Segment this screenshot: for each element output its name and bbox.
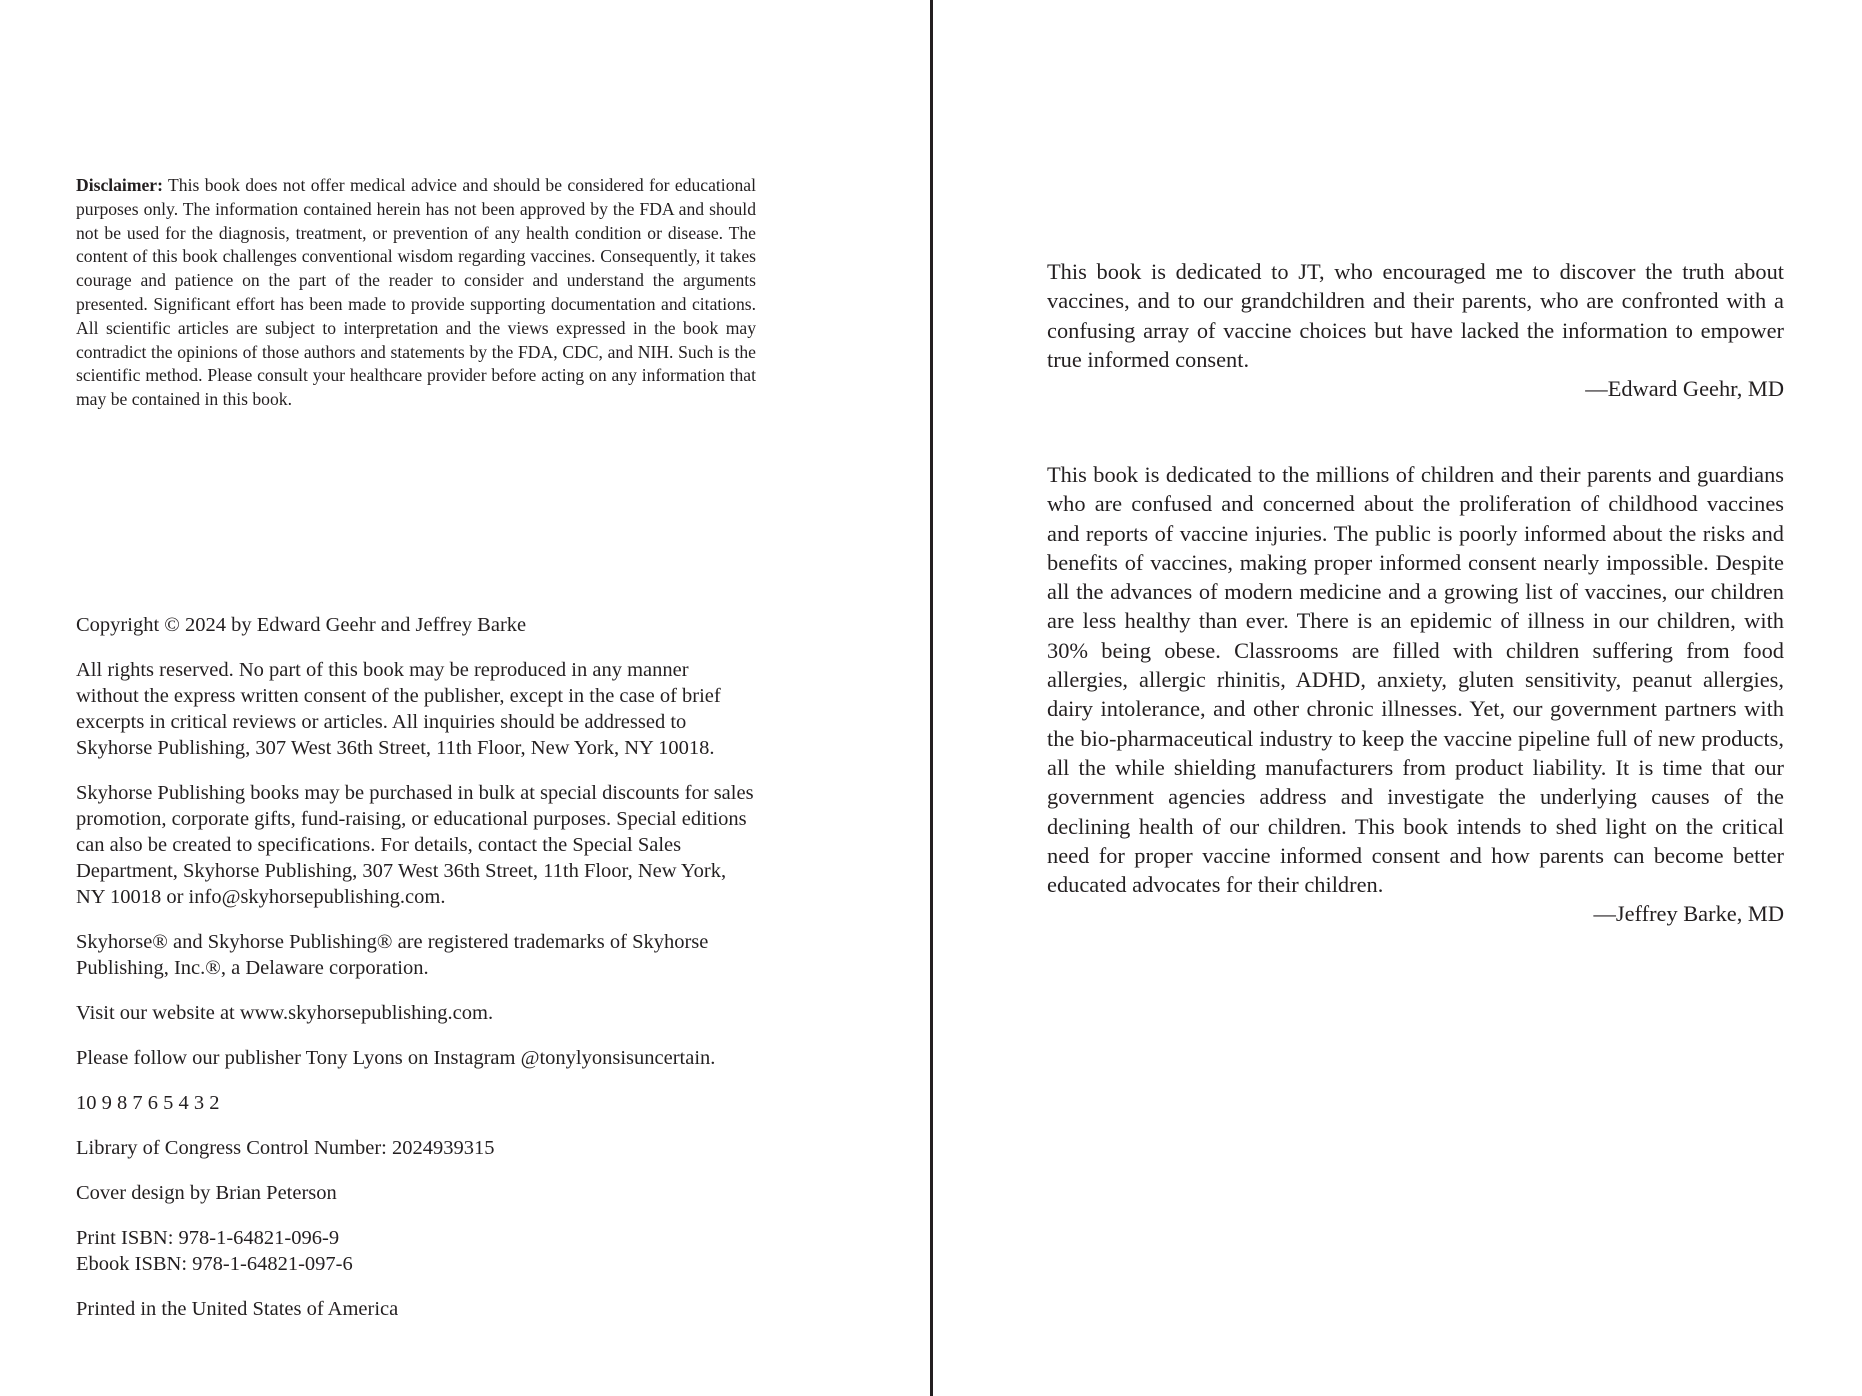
website-line: Visit our website at www.skyhorsepublishing.com. <box>76 1002 494 1024</box>
printed-in-line: Printed in the United States of America <box>76 1298 399 1320</box>
copyright-line: Copyright © 2024 by Edward Geehr and Jeffrey Barke <box>76 614 527 636</box>
copyright-block <box>76 612 756 1341</box>
printing-line: 10 9 8 7 6 5 4 3 2 <box>76 1092 220 1114</box>
dedication-barke <box>1047 460 1784 929</box>
dedication-text: This book is dedicated to JT, who encouraged me to discover the truth about vaccines, and to our grandchildren and their parents, who are confronted with a confusing array of vaccine choices but have lacked the information to empower true informed consent. <box>1047 259 1784 372</box>
loc-control-number: Library of Congress Control Number: 2024939315 <box>76 1137 495 1159</box>
bulk-sales-paragraph: Skyhorse Publishing books may be purchased in bulk at special discounts for sales promotion, corporate gifts, fund-raising, or educational purposes. Special editions can also be created to specifications. For details, contact the Special Sales Department, Skyhorse Publishing, 307 West 36th Street, 11th Floor, New York, NY 10018 or info@skyhorsepublishing.com. <box>76 782 754 908</box>
rights-reserved-paragraph: All rights reserved. No part of this book may be reproduced in any manner without the express written consent of the publisher, except in the case of brief excerpts in critical reviews or articles. All inquiries should be addressed to Skyhorse Publishing, 307 West 36th Street, 11th Floor, New York, NY 10018. <box>76 659 721 759</box>
trademark-paragraph: Skyhorse® and Skyhorse Publishing® are registered trademarks of Skyhorse Publishing, Inc.®, a Delaware corporation. <box>76 931 709 979</box>
disclaimer-paragraph <box>76 174 756 412</box>
dedication-geehr <box>1047 257 1784 403</box>
print-isbn: Print ISBN: 978-1-64821-096-9 <box>76 1227 340 1249</box>
disclaimer-label: Disclaimer: <box>76 175 163 195</box>
instagram-line: Please follow our publisher Tony Lyons on Instagram @tonylyonsisuncertain. <box>76 1047 716 1069</box>
dedication-signature: —Edward Geehr, MD <box>1585 376 1784 402</box>
dedication-text: This book is dedicated to the millions of children and their parents and guardians who are confused and concerned about the proliferation of childhood vaccines and reports of vaccine injuries. The public is poorly informed about the risks and benefits of vaccines, making proper informed consent nearly impossible. Despite all the advances of modern medicine and a growing list of vaccines, our children are less healthy than ever. There is an epidemic of illness in our children, with 30% being obese. Classrooms are filled with children suffering from food allergies, allergic rhinitis, ADHD, anxiety, gluten sensitivity, peanut allergies, dairy intolerance, and other chronic illnesses. Yet, our government partners with the bio-pharmaceutical industry to keep the vaccine pipeline full of new products, all the while shielding manufacturers from product liability. It is time that our government agencies address and investigate the underlying causes of the declining health of our children. This book intends to shed light on the critical need for proper vaccine informed consent and how parents can become better educated advocates for their children. <box>1047 462 1784 898</box>
cover-design-credit: Cover design by Brian Peterson <box>76 1182 337 1204</box>
disclaimer-text: This book does not offer medical advice and should be considered for educational purposes only. The information contained herein has not been approved by the FDA and should not be used for the diagnosis, treatment, or prevention of any health condition or disease. The content of this book challenges conventional wisdom regarding vaccines. Consequently, it takes courage and patience on the part of the reader to consider and understand the arguments presented. Significant effort has been made to provide supporting documentation and citations. All scientific articles are subject to interpretation and the views expressed in the book may contradict the opinions of those authors and statements by the FDA, CDC, and NIH. Such is the scientific method. Please consult your healthcare provider before acting on any information that may be contained in this book. <box>76 175 756 410</box>
ebook-isbn: Ebook ISBN: 978-1-64821-097-6 <box>76 1253 353 1275</box>
right-page <box>933 0 1862 1396</box>
left-page <box>0 0 930 1396</box>
dedication-signature: —Jeffrey Barke, MD <box>1593 901 1784 927</box>
isbn-block <box>76 1225 756 1277</box>
